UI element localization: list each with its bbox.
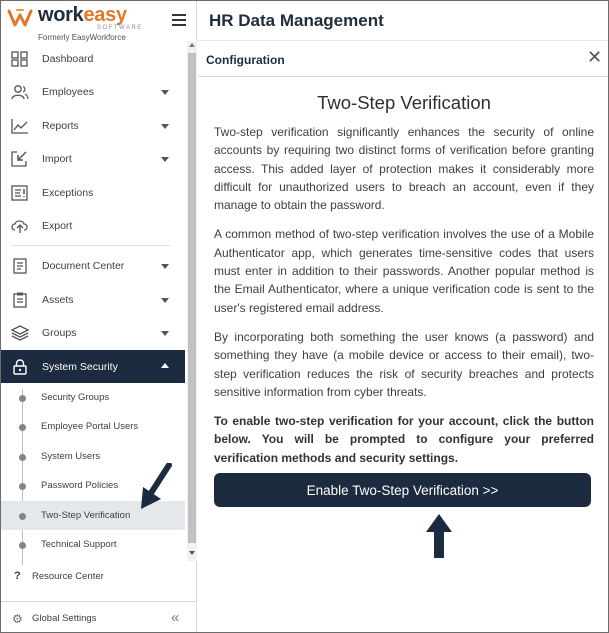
arrow-up-annotation-icon xyxy=(426,514,452,558)
chart-icon xyxy=(11,118,29,134)
sidebar-item-label: Import xyxy=(42,153,72,166)
sidebar-item-label: Document Center xyxy=(42,260,125,273)
sidebar-divider xyxy=(11,245,171,246)
chevron-down-icon xyxy=(161,124,169,129)
chevron-down-icon xyxy=(161,298,169,303)
brand-name: workeasy xyxy=(38,4,127,26)
sidebar-item-export[interactable] xyxy=(1,209,185,242)
cloud-upload-icon xyxy=(11,218,29,234)
resource-center-label: Resource Center xyxy=(32,571,104,582)
sidebar-item-label: Groups xyxy=(42,327,77,340)
top-bar xyxy=(198,1,609,41)
chevron-down-icon xyxy=(161,157,169,162)
bullet-icon xyxy=(19,424,26,431)
panel-header xyxy=(198,42,609,77)
bullet-icon xyxy=(19,454,26,461)
scrollbar-thumb[interactable] xyxy=(188,53,196,543)
brand-tagline: SOFTWARE xyxy=(97,25,143,31)
brand-formerly: Formerly EasyWorkforce xyxy=(38,33,126,42)
scroll-up-icon[interactable] xyxy=(189,43,195,47)
sidebar-item-assets[interactable] xyxy=(1,283,185,316)
sidebar-item-system-security[interactable] xyxy=(1,350,185,383)
dashboard-icon xyxy=(11,51,29,67)
exceptions-icon xyxy=(11,185,29,201)
sidebar-item-label: System Security xyxy=(42,360,118,373)
global-settings-link[interactable]: Global Settings xyxy=(32,613,97,624)
users-icon xyxy=(11,84,29,100)
arrow-down-left-annotation-icon xyxy=(139,463,173,511)
sidebar-item-employees[interactable] xyxy=(1,75,185,108)
submenu-item-security-groups[interactable] xyxy=(1,383,185,413)
sidebar-item-label: Export xyxy=(42,219,73,232)
methods-paragraph: A common method of two-step verification involves the use of a Mobile Authenticator app, which generates time-sensitive codes that users must enter in addition to their passwords. Another popular method is the Email Authenticator, where a unique verification code is sent to the user's registered email address. xyxy=(214,227,594,315)
submenu-item-technical-support[interactable] xyxy=(1,530,185,560)
intro-paragraph: Two-step verification significantly enhances the security of online accounts by requiring two distinct forms of verification before granting access. This added layer of protection makes it considerably more difficult for unauthorized users to breach an account, even if they manage to obtain the password. xyxy=(214,125,594,213)
import-icon xyxy=(11,151,29,167)
sidebar-item-resource-center[interactable] xyxy=(1,567,185,589)
submenu-item-label: Password Policies xyxy=(41,480,119,492)
configuration-panel xyxy=(198,42,609,632)
chevron-up-icon xyxy=(161,363,169,368)
section-heading: Two-Step Verification xyxy=(317,92,491,113)
sidebar-item-label: Reports xyxy=(42,119,79,132)
submenu-item-employee-portal-users[interactable] xyxy=(1,412,185,442)
submenu-item-label: Two-Step Verification xyxy=(41,509,131,521)
bullet-icon xyxy=(19,542,26,549)
gear-icon: ⚙ xyxy=(12,612,23,626)
sidebar-item-exceptions[interactable] xyxy=(1,176,185,209)
sidebar-item-import[interactable] xyxy=(1,142,185,175)
sidebar-item-label: Dashboard xyxy=(42,53,94,65)
help-icon: ? xyxy=(14,570,21,582)
panel-title: Configuration xyxy=(206,53,285,67)
menu-toggle-icon[interactable] xyxy=(172,14,186,26)
global-settings-bar xyxy=(1,601,197,631)
sidebar-item-groups[interactable] xyxy=(1,316,185,349)
lock-icon xyxy=(11,359,29,375)
submenu-item-label: Technical Support xyxy=(41,539,117,551)
close-icon[interactable]: ✕ xyxy=(587,47,603,67)
sidebar-scrollbar[interactable] xyxy=(187,41,197,561)
document-icon xyxy=(11,258,29,274)
submenu-item-label: Security Groups xyxy=(41,391,110,403)
submenu-item-label: Employee Portal Users xyxy=(41,421,139,433)
bullet-icon xyxy=(19,513,26,520)
enable-two-step-button[interactable]: Enable Two-Step Verification >> xyxy=(214,473,591,507)
chevron-down-icon xyxy=(161,264,169,269)
bullet-icon xyxy=(19,395,26,402)
layers-icon xyxy=(11,325,29,341)
sidebar-item-dashboard[interactable] xyxy=(1,42,185,75)
panel-content xyxy=(214,92,594,478)
sidebar-item-label: Employees xyxy=(42,86,94,99)
collapse-sidebar-icon[interactable]: « xyxy=(171,609,180,626)
sidebar-item-label: Exceptions xyxy=(42,186,94,199)
instruction-paragraph: To enable two-step verification for your account, click the button below. You will be prompted to configure your preferred verification methods and security settings. xyxy=(214,414,594,465)
chevron-down-icon xyxy=(161,331,169,336)
brand-logo[interactable] xyxy=(7,5,187,45)
scroll-down-icon[interactable] xyxy=(189,551,195,555)
sidebar-item-document-center[interactable] xyxy=(1,249,185,282)
submenu-item-label: System Users xyxy=(41,450,101,462)
benefits-paragraph: By incorporating both something the user knows (a password) and something they have (a mobile device or access to their email), two-step verification reduces the risk of security breaches and protects sensitive information from cyber threats. xyxy=(214,329,594,399)
sidebar xyxy=(1,1,197,632)
chevron-down-icon xyxy=(161,90,169,95)
sidebar-item-reports[interactable] xyxy=(1,109,185,142)
bullet-icon xyxy=(19,483,26,490)
workeasy-logo-icon xyxy=(7,7,35,29)
sidebar-item-label: Assets xyxy=(42,293,74,306)
page-title: HR Data Management xyxy=(209,11,384,30)
clipboard-icon xyxy=(11,292,29,308)
